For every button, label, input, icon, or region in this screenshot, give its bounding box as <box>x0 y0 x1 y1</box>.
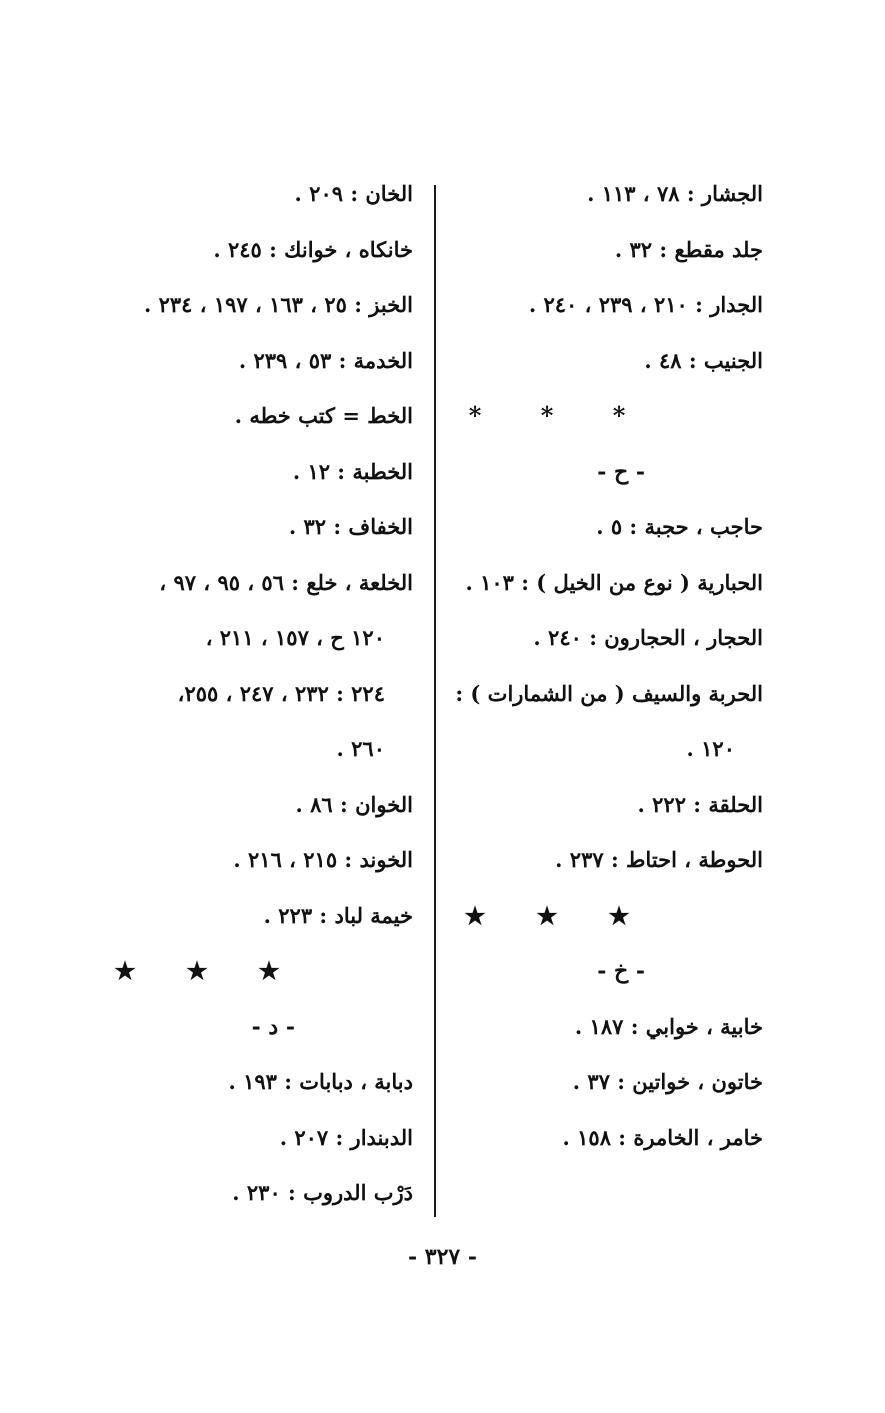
index-entry-continuation: ١٢٠ ح ، ١٥٧ ، ٢١١ ، <box>205 625 385 650</box>
index-entry: الحجار ، الحجارون : ٢٤٠ . <box>533 625 763 650</box>
index-entry: دبابة ، دبابات : ١٩٣ . <box>228 1069 413 1094</box>
star-icon: ★ <box>258 956 280 985</box>
section-separator-stars <box>113 957 413 985</box>
index-entry-continuation: ٢٢٤ : ٢٣٢ ، ٢٤٧ ، ٢٥٥، <box>177 680 385 706</box>
index-entry: الخوان : ٨٦ . <box>295 791 413 817</box>
star-icon: * <box>612 401 626 430</box>
index-entry: خاتون ، خواتين : ٣٧ . <box>572 1069 763 1094</box>
star-icon: * <box>540 401 554 430</box>
index-entry: الخفاف : ٣٢ . <box>288 514 413 539</box>
index-entry: الجدار : ٢١٠ ، ٢٣٩ ، ٢٤٠ . <box>528 292 763 317</box>
section-separator-stars <box>463 902 763 930</box>
letter-heading-ha: - ح - <box>597 458 645 485</box>
index-entry: الخط = كتب خطه . <box>234 403 413 428</box>
star-icon: ★ <box>608 900 630 930</box>
star-icon: ★ <box>536 900 558 930</box>
index-entry: الخوند : ٢١٥ ، ٢١٦ . <box>233 847 413 872</box>
star-icon: ★ <box>186 956 208 985</box>
index-entry: حاجب ، حجبة : ٥ . <box>596 514 763 539</box>
left-column <box>113 180 413 1235</box>
star-icon: ★ <box>464 900 486 930</box>
index-entry: دَرْب الدروب : ٢٣٠ . <box>232 1180 413 1205</box>
index-entry: خيمة لباد : ٢٢٣ . <box>263 902 413 928</box>
index-entry: الخدمة : ٥٣ ، ٢٣٩ . <box>238 347 413 373</box>
index-entry: الحبارية ( نوع من الخيل ) : ١٠٣ . <box>465 569 763 595</box>
index-entry: الحلقة : ٢٢٢ . <box>637 791 763 817</box>
star-icon: * <box>468 401 482 430</box>
right-column <box>455 180 763 1179</box>
star-icon: ★ <box>114 956 136 985</box>
column-divider <box>434 185 436 1217</box>
index-entry: خانكاه ، خوانك : ٢٤٥ . <box>213 236 413 262</box>
index-entry: الخبز : ٢٥ ، ١٦٣ ، ١٩٧ ، ٢٣٤ . <box>143 292 413 317</box>
index-entry: الدبندار : ٢٠٧ . <box>279 1124 413 1150</box>
index-entry-continuation: ٢٦٠ . <box>336 736 385 761</box>
index-entry: خامر ، الخامرة : ١٥٨ . <box>562 1124 763 1150</box>
index-entry: الجنيب : ٤٨ . <box>644 347 763 373</box>
index-entry: الحربة والسيف ( من الشمارات ) : <box>455 680 763 706</box>
index-entry: الحوطة ، احتاط : ٢٣٧ . <box>555 847 763 872</box>
letter-heading-dal: - د - <box>251 1013 295 1040</box>
index-entry: الجشار : ٧٨ ، ١١٣ . <box>587 181 763 206</box>
index-entry-continuation: ١٢٠ . <box>686 736 735 761</box>
index-entry: خابية ، خوابي : ١٨٧ . <box>574 1013 763 1039</box>
page-number: - ٣٢٧ - <box>407 1244 478 1270</box>
letter-heading-kha: - خ - <box>597 958 645 984</box>
index-entry: الخطبة : ١٢ . <box>292 458 413 484</box>
index-entry: الخان : ٢٠٩ . <box>294 181 413 206</box>
section-separator-stars <box>463 402 763 430</box>
index-entry: جلد مقطع : ٣٢ . <box>614 236 763 262</box>
index-entry: الخلعة ، خلع : ٥٦ ، ٩٥ ، ٩٧ ، <box>159 569 413 595</box>
